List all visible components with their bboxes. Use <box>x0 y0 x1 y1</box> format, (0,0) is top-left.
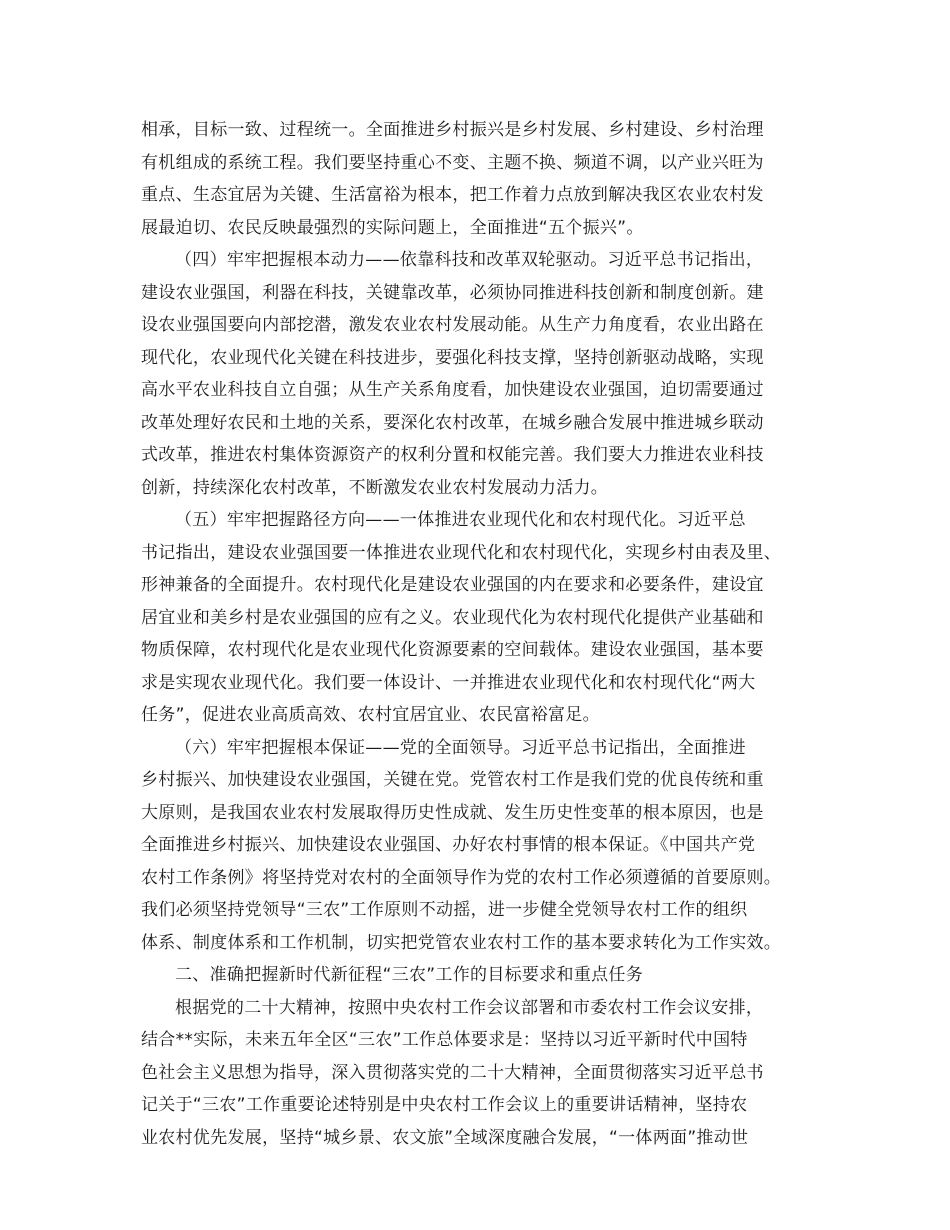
text-line: 高水平农业科技自立自强；从生产关系角度看，加快建设农业强国，迫切需要通过 <box>141 380 764 400</box>
text-line: 书记指出，建设农业强国要一体推进农业现代化和农村现代化，实现乡村由表及里、 <box>141 542 782 563</box>
text-line: （五）牢牢把握路径方向——一体推进农业现代化和农村现代化。习近平总 <box>175 510 746 530</box>
text-line: 体系、制度体系和工作机制，切实把党管农业农村工作的基本要求转化为工作实效。 <box>141 932 782 953</box>
text-line: 有机组成的系统工程。我们要坚持重心不变、主题不换、频道不调，以产业兴旺为 <box>141 152 764 173</box>
text-line: 居宜业和美乡村是农业强国的应有之义。农业现代化为农村现代化提供产业基础和 <box>141 607 764 628</box>
text-line: 现代化，农业现代化关键在科技进步，要强化科技支撑，坚持创新驱动战略，实现 <box>141 347 764 368</box>
text-line: 乡村振兴、加快建设农业强国，关键在党。党管农村工作是我们党的优良传统和重 <box>141 770 764 790</box>
text-line: 大原则，是我国农业农村发展取得历史性成就、发生历史性变革的根本原因，也是 <box>141 802 764 823</box>
text-line: 记关于“三农”工作重要论述特别是中央农村工作会议上的重要讲话精神，坚持农 <box>141 1095 748 1115</box>
text-line: （四）牢牢把握根本动力——依靠科技和改革双轮驱动。习近平总书记指出， <box>175 250 764 270</box>
text-line: 形神兼备的全面提升。农村现代化是建设农业强国的内在要求和必要条件，建设宜 <box>141 575 764 595</box>
text-line: 创新，持续深化农村改革，不断激发农业农村发展动力活力。 <box>141 477 609 498</box>
text-line: 展最迫切、农民反映最强烈的实际问题上，全面推进“五个振兴”。 <box>141 217 644 238</box>
text-line: 我们必须坚持党领导“三农”工作原则不动摇，进一步健全党领导农村工作的组织 <box>141 900 748 920</box>
text-line: 建设农业强国，利器在科技，关键靠改革，必须协同推进科技创新和制度创新。建 <box>141 282 764 303</box>
text-line: 二、准确把握新时代新征程“三农”工作的目标要求和重点任务 <box>175 965 644 985</box>
text-line: 结合**实际，未来五年全区“三农”工作总体要求是：坚持以习近平新时代中国特 <box>141 1030 748 1050</box>
text-line: 设农业强国要向内部挖潜，激发农业农村发展动能。从生产力角度看，农业出路在 <box>141 315 764 335</box>
text-line: 全面推进乡村振兴、加快建设农业强国、办好农村事情的根本保证。《中国共产党 <box>141 835 756 855</box>
text-line: 根据党的二十大精神，按照中央农村工作会议部署和市委农村工作会议安排， <box>175 997 764 1018</box>
text-line: 求是实现农业现代化。我们要一体设计、一并推进农业现代化和农村现代化“两大 <box>141 672 756 693</box>
text-line: 相承，目标一致、过程统一。全面推进乡村振兴是乡村发展、乡村建设、乡村治理 <box>141 120 764 140</box>
text-line: 任务”，促进农业高质高效、农村宜居宜业、农民富裕富足。 <box>141 705 600 725</box>
text-line: 农村工作条例》将坚持党对农村的全面领导作为党的农村工作必须遵循的首要原则。 <box>141 867 782 888</box>
text-line: 业农村优先发展，坚持“城乡景、农文旅”全域深度融合发展，“一体两面”推动世 <box>141 1127 749 1148</box>
document-page <box>141 114 831 1154</box>
text-line: 色社会主义思想为指导，深入贯彻落实党的二十大精神，全面贯彻落实习近平总书 <box>141 1062 764 1083</box>
text-line: 重点、生态宜居为关键、生活富裕为根本，把工作着力点放到解决我区农业农村发 <box>141 185 764 205</box>
text-line: 式改革，推进农村集体资源资产的权利分置和权能完善。我们要大力推进农业科技 <box>141 445 764 465</box>
text-line: 改革处理好农民和土地的关系，要深化农村改革，在城乡融合发展中推进城乡联动 <box>141 412 764 433</box>
text-line: （六）牢牢把握根本保证——党的全面领导。习近平总书记指出，全面推进 <box>175 737 746 758</box>
text-line: 物质保障，农村现代化是农业现代化资源要素的空间载体。建设农业强国，基本要 <box>141 640 764 660</box>
